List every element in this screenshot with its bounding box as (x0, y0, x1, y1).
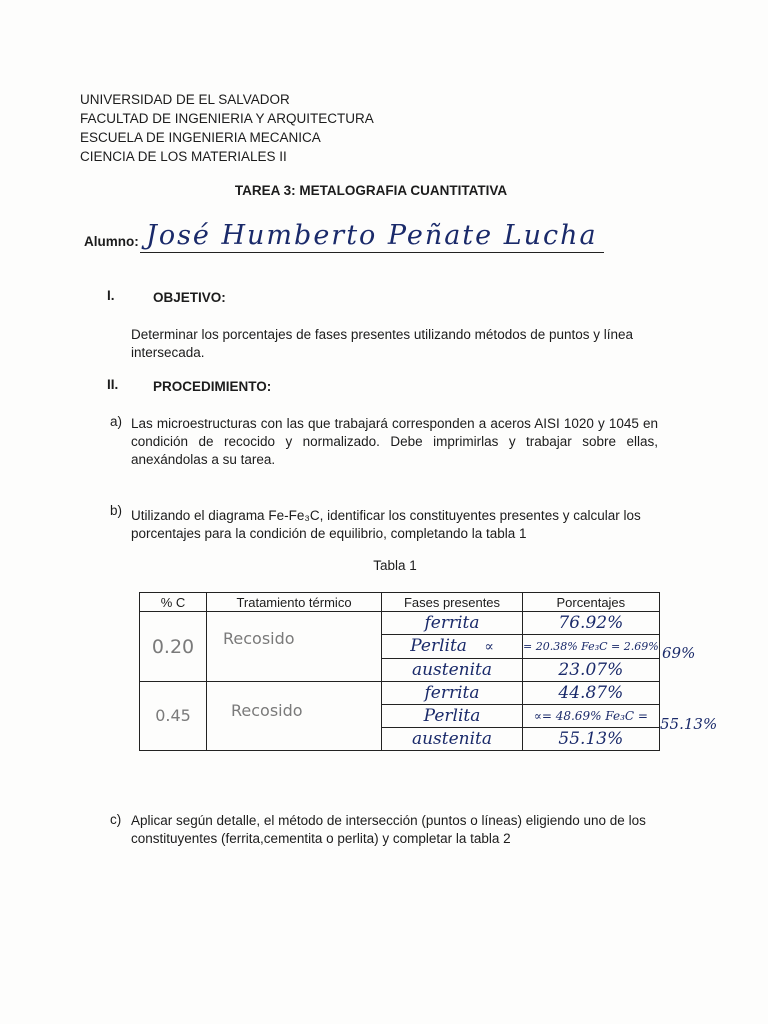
item-a-label: a) (110, 414, 123, 429)
percent-cell: ∝= 48.69% Fe₃C = (523, 705, 660, 728)
table-row (140, 612, 660, 635)
item-b-label: b) (110, 503, 123, 518)
header-carbon: % C (140, 593, 207, 612)
objective-text: Determinar los porcentajes de fases presentes utilizando métodos de puntos y línea intersecada. (131, 327, 634, 360)
phase-cell (382, 635, 523, 659)
item-c-label: c) (110, 812, 122, 827)
percent-cell: 76.92% (523, 612, 660, 635)
carbon-value-2: 0.45 (140, 682, 207, 751)
table1 (139, 592, 660, 751)
percent-cell: 44.87% (523, 682, 660, 705)
item-b-text: Utilizando el diagrama Fe-Fe₃C, identificar los constituyentes presentes y calcular los porcentajes para la condición de equilibrio, completando la tabla 1 (131, 508, 641, 541)
percent-cell: 55.13% (523, 728, 660, 751)
header-faculty: FACULTAD DE INGENIERIA Y ARQUITECTURA (80, 111, 374, 126)
table-row (140, 682, 660, 705)
phase-cell: ferrita (382, 612, 523, 635)
phase-cell: austenita (382, 728, 523, 751)
assignment-title: TAREA 3: METALOGRAFIA CUANTITATIVA (234, 183, 508, 198)
percent-cell: 23.07% (523, 659, 660, 682)
phase-cell: austenita (382, 659, 523, 682)
student-label: Alumno: (84, 234, 139, 249)
section1-number: I. (107, 288, 115, 303)
header-phases: Fases presentes (382, 593, 523, 612)
side-note-2: 55.13% (660, 715, 718, 733)
side-note-1: 69% (662, 644, 696, 662)
treatment-value-2: Recosido (207, 682, 382, 751)
item-c-text: Aplicar según detalle, el método de intersección (puntos o líneas) eligiendo uno de los constituyentes (ferrita,cementita o perlita) y completar la tabla 2 (131, 813, 646, 846)
section2-number: II. (107, 377, 119, 392)
header-treatment: Tratamiento térmico (207, 593, 382, 612)
phase-text: Perlita (410, 636, 467, 656)
section1-title: OBJETIVO: (153, 290, 226, 305)
percent-cell: = 20.38% Fe₃C = 2.69% (523, 635, 660, 659)
student-name-handwritten: José Humberto Peñate Lucha (146, 220, 598, 251)
item-a-text: Las microestructuras con las que trabajará corresponden a aceros AISI 1020 y 1045 en condición de recocido y normalizado. Debe imprimirlas y trabajar sobre ellas, anexándolas a su tarea. (131, 416, 658, 467)
header-university: UNIVERSIDAD DE EL SALVADOR (80, 92, 290, 107)
table1-header-row (140, 593, 660, 612)
section2-title: PROCEDIMIENTO: (153, 379, 272, 394)
header-percent: Porcentajes (523, 593, 660, 612)
document-header (80, 90, 374, 166)
header-school: ESCUELA DE INGENIERIA MECANICA (80, 130, 321, 145)
table1-caption: Tabla 1 (373, 558, 417, 573)
phase-cell: Perlita (382, 705, 523, 728)
treatment-value-1: Recosido (207, 612, 382, 682)
student-name-line (140, 252, 604, 253)
alpha-mark: ∝ (484, 639, 494, 655)
header-course: CIENCIA DE LOS MATERIALES II (80, 149, 287, 164)
phase-cell: ferrita (382, 682, 523, 705)
carbon-value-1: 0.20 (140, 612, 207, 682)
